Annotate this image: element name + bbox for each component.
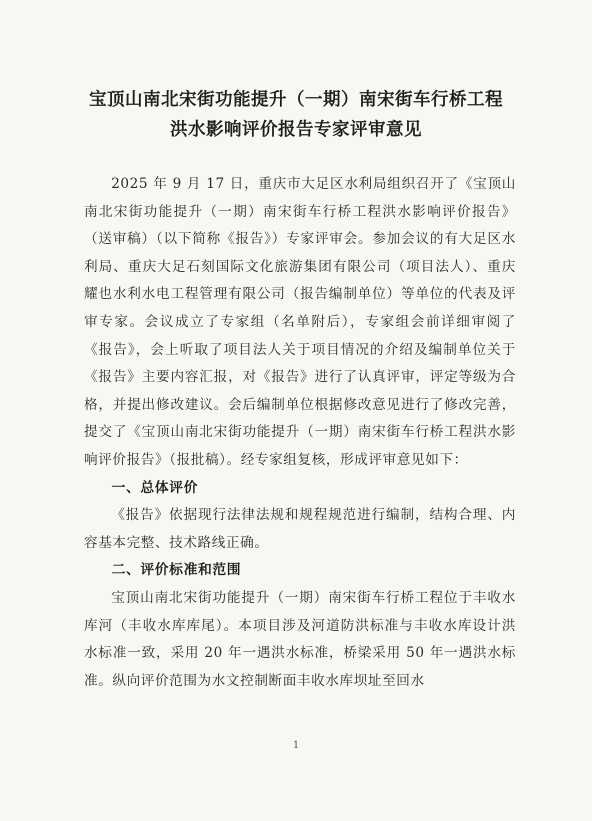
document-title-line-1: 宝顶山南北宋街功能提升（一期）南宋街车行桥工程 (89, 90, 503, 110)
page-number: 1 (292, 740, 300, 751)
document-body (84, 171, 516, 695)
section-heading-standards-scope: 二、评价标准和范围 (111, 562, 242, 579)
section-text-overall-evaluation: 《报告》依据现行法律法规和规程规范进行编制，结构合理、内容基本完整、技术路线正确。 (84, 507, 516, 551)
section-heading-overall-evaluation: 一、总体评价 (111, 479, 198, 496)
intro-paragraph: 2025 年 9 月 17 日，重庆市大足区水利局组织召开了《宝顶山南北宋街功能提升（一期）南宋街车行桥工程洪水影响评价报告》（送审稿）（以下简称《报告》）专家评审会。参加会议的有大足区水利局、重庆大足石刻国际文化旅游集团有限公司（项目法人）、重庆耀也水利水电工程管理有限公司（报告编制单位）等单位的代表及评审专家。会议成立了专家组（名单附后），专家组会前详细审阅了《报告》，会上听取了项目法人关于项目情况的介绍及编制单位关于《报告》主要内容汇报，对《报告》进行了认真评审，评定等级为合格，并提出修改建议。会后编制单位根据修改意见进行了修改完善，提交了《宝顶山南北宋街功能提升（一期）南宋街车行桥工程洪水影响评价报告》（报批稿）。经专家组复核，形成评审意见如下： (84, 176, 516, 468)
document-title-line-2: 洪水影响评价报告专家评审意见 (170, 120, 422, 140)
section-text-standards-scope: 宝顶山南北宋街功能提升（一期）南宋街车行桥工程位于丰收水库河（丰收水库库尾）。本项目涉及河道防洪标准与丰收水库设计洪水标准一致，采用 20 年一遇洪水标准，桥梁采用 50 年一遇洪水标准。纵向评价范围为水文控制断面丰收水库坝址至回水 (84, 589, 516, 689)
